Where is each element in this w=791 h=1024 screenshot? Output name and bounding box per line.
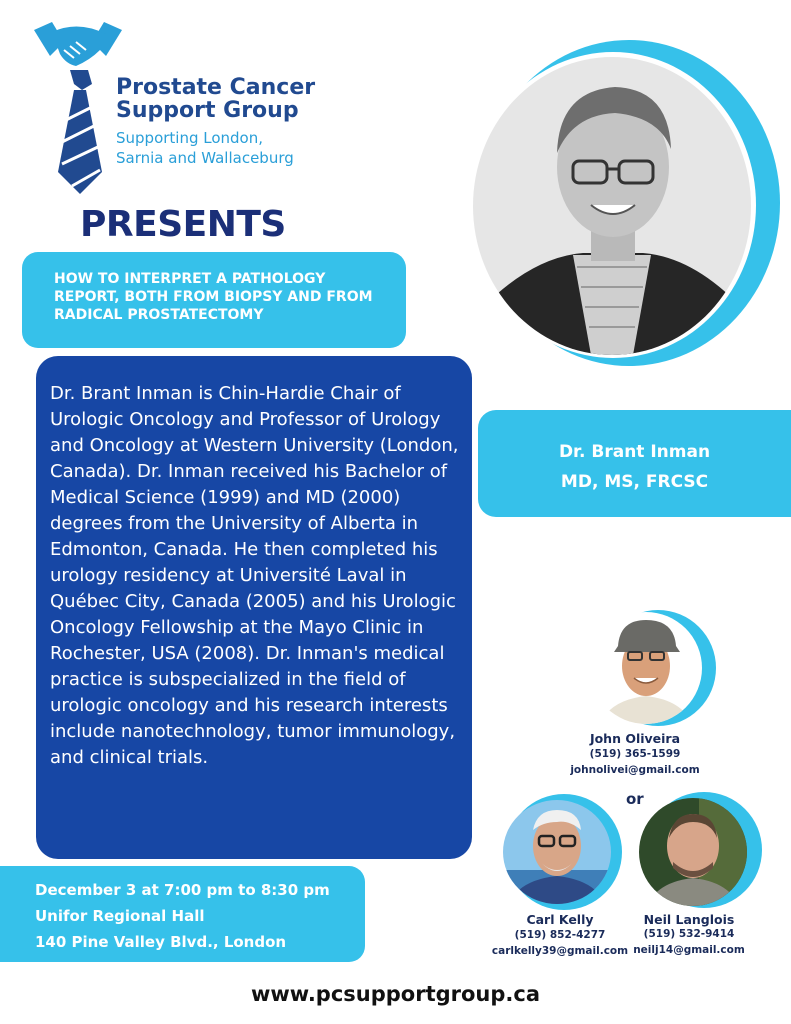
website-link[interactable]: www.pcsupportgroup.ca <box>250 982 541 1006</box>
logo-subtitle <box>116 128 294 168</box>
speaker-credentials: MD, MS, FRCSC <box>560 472 709 492</box>
logo-subtitle-line1: Supporting London, <box>116 129 264 147</box>
speaker-name-block <box>478 437 791 497</box>
or-label: or <box>626 790 644 808</box>
event-venue: Unifor Regional Hall <box>35 907 205 925</box>
speaker-portrait-photo <box>473 57 751 355</box>
event-info <box>35 877 330 955</box>
contact-email: johnolivei@gmail.com <box>570 764 700 776</box>
logo-title <box>116 76 315 122</box>
contact-email: neilj14@gmail.com <box>633 944 745 956</box>
contact-phone: (519) 532-9414 <box>643 928 735 940</box>
event-datetime: December 3 at 7:00 pm to 8:30 pm <box>35 881 330 899</box>
contact-name: John Oliveira <box>589 731 681 746</box>
speaker-name: Dr. Brant Inman <box>558 442 711 462</box>
contact-photo-neil <box>639 798 747 906</box>
contact-phone: (519) 852-4277 <box>514 929 606 941</box>
talk-title: HOW TO INTERPRET A PATHOLOGY REPORT, BOTH FROM BIOPSY AND FROM RADICAL PROSTATECTOMY <box>54 271 373 323</box>
contact-email: carlkelly39@gmail.com <box>491 945 629 957</box>
presents-heading: PRESENTS <box>80 204 286 245</box>
contact-photo-carl <box>503 800 611 904</box>
logo-title-line1: Prostate Cancer <box>116 75 316 100</box>
speaker-bio: Dr. Brant Inman is Chin-Hardie Chair of Urologic Oncology and Professor of Urology and Oncology at Western University (London, Canada). Dr. Inman received his Bachelor of Medical Science (1999) and MD (2000) degrees from the University of Alberta in Edmonton, Canada. He then completed his urology residency at Université Laval in Québec City, Canada (2005) and his Urologic Oncology Fellowship at the Mayo Clinic in Rochester, USA (2008). Dr. Inman's medical practice is subspecialized in the field of urologic oncology and his research interests include nanotechnology, tumor immunology, and clinical trials. <box>50 383 459 768</box>
logo-title-line2: Support Group <box>116 98 299 123</box>
logo-subtitle-line2: Sarnia and Wallaceburg <box>116 149 294 167</box>
contact-photo-john <box>590 612 702 724</box>
contact-name: Neil Langlois <box>643 912 735 927</box>
contact-phone: (519) 365-1599 <box>589 748 681 760</box>
event-address: 140 Pine Valley Blvd., London <box>35 933 287 951</box>
contact-name: Carl Kelly <box>526 912 594 927</box>
support-group-logo-icon <box>30 20 126 196</box>
